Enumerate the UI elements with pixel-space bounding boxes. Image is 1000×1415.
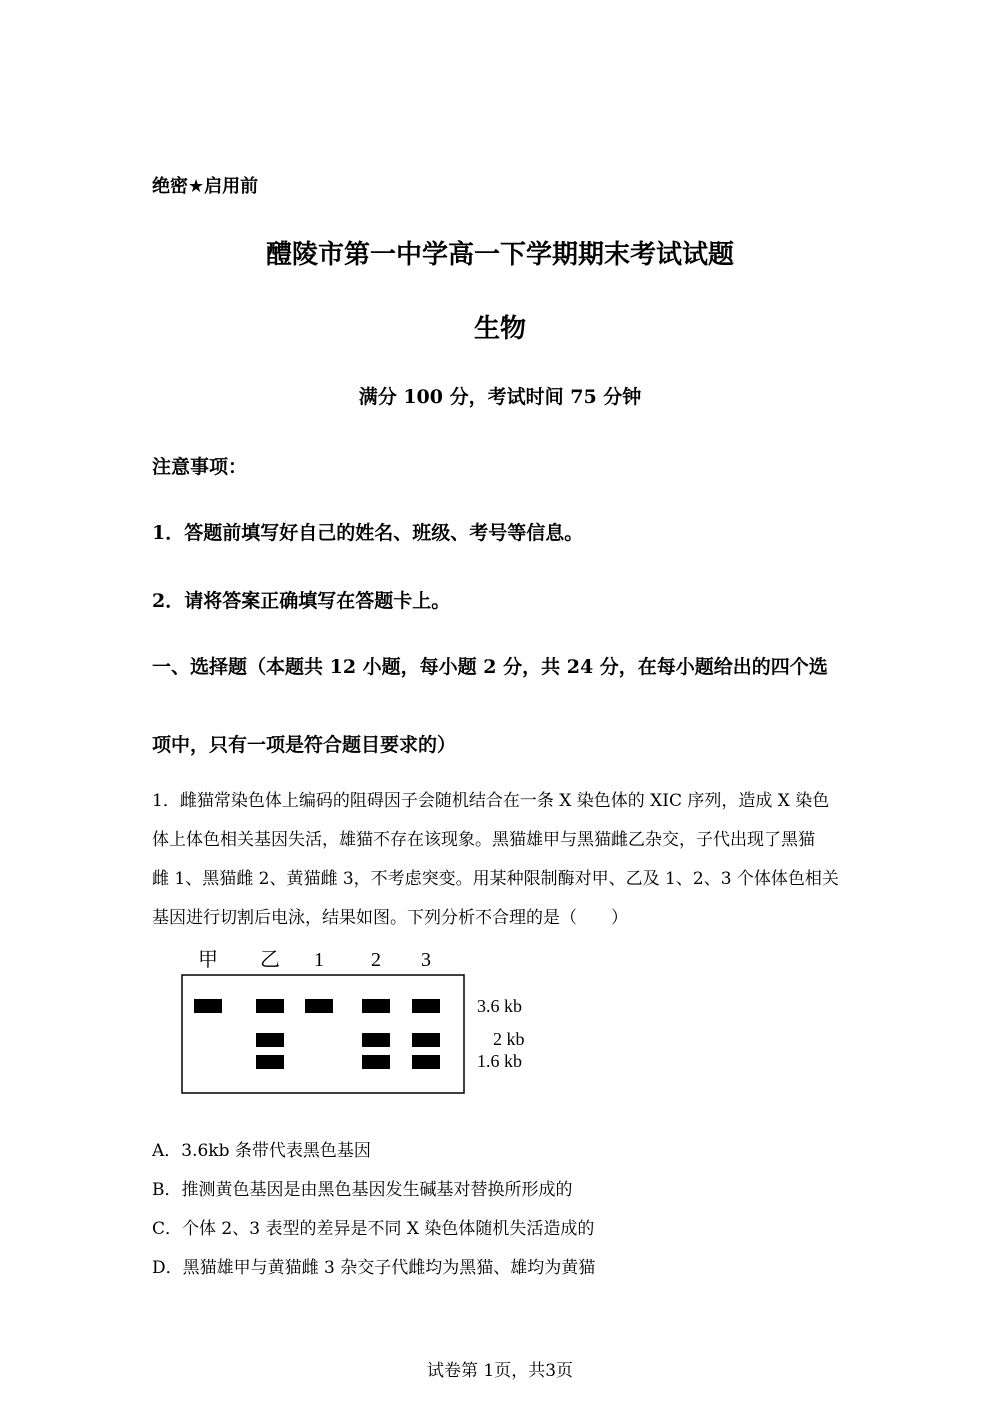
band-lane4-row3 <box>362 1055 390 1069</box>
electrophoresis-figure <box>175 946 555 1102</box>
band-lane5-row3 <box>412 1055 440 1069</box>
option-a: A．3.6kb 条带代表黑色基因 <box>152 1141 371 1161</box>
band-lane3-row1 <box>305 999 333 1013</box>
lane-label-1: 1 <box>314 949 324 971</box>
band-lane2-row3 <box>256 1055 284 1069</box>
page-footer: 试卷第 1页，共3页 <box>426 1361 574 1381</box>
question-1-line-4: 基因进行切割后电泳，结果如图。下列分析不合理的是（ ） <box>152 908 628 928</box>
gel-bands <box>194 999 440 1069</box>
option-b: B．推测黄色基因是由黑色基因发生碱基对替换所形成的 <box>152 1180 573 1200</box>
band-lane2-row1 <box>256 999 284 1013</box>
option-c: C．个体 2、3 表型的差异是不同 X 染色体随机失活造成的 <box>152 1219 595 1239</box>
note-item-1: 1．答题前填写好自己的姓名、班级、考号等信息。 <box>152 522 584 544</box>
subject-title: 生物 <box>473 314 526 344</box>
exam-title: 醴陵市第一中学高一下学期期末考试试题 <box>265 240 734 270</box>
section-heading-line1: 一、选择题（本题共 12 小题，每小题 2 分，共 24 分，在每小题给出的四个选 <box>152 656 828 678</box>
section-heading-line2: 项中，只有一项是符合题目要求的） <box>152 734 457 756</box>
size-label-2kb: 2 kb <box>493 1029 525 1049</box>
question-1-line-1: 1．雌猫常染色体上编码的阻碍因子会随机结合在一条 X 染色体的 XIC 序列，造成 X 染色 <box>152 791 830 811</box>
score-info: 满分 100 分，考试时间 75 分钟 <box>358 386 642 408</box>
size-label-1-6kb: 1.6 kb <box>477 1051 522 1071</box>
question-1-line-3: 雌 1、黑猫雌 2、黄猫雌 3，不考虑突变。用某种限制酶对甲、乙及 1、2、3 个体体色相关 <box>152 869 839 889</box>
secret-label: 绝密★启用前 <box>152 176 259 197</box>
note-item-2: 2．请将答案正确填写在答题卡上。 <box>152 590 451 612</box>
question-1-line-2: 体上体色相关基因失活，雄猫不存在该现象。黑猫雄甲与黑猫雌乙杂交，子代出现了黑猫 <box>152 830 815 850</box>
notes-heading: 注意事项： <box>152 456 248 478</box>
electrophoresis-svg <box>175 946 555 1098</box>
lane-label-3: 3 <box>421 949 431 971</box>
band-lane1-row1 <box>194 999 222 1013</box>
band-lane5-row2 <box>412 1033 440 1047</box>
lane-label-yi: 乙 <box>260 949 280 971</box>
size-label-3-6kb: 3.6 kb <box>477 996 522 1016</box>
band-lane4-row2 <box>362 1033 390 1047</box>
band-lane4-row1 <box>362 999 390 1013</box>
option-d: D．黑猫雄甲与黄猫雌 3 杂交子代雌均为黑猫、雄均为黄猫 <box>152 1258 596 1278</box>
band-lane2-row2 <box>256 1033 284 1047</box>
lane-label-2: 2 <box>371 949 381 971</box>
lane-label-jia: 甲 <box>198 949 218 971</box>
band-lane5-row1 <box>412 999 440 1013</box>
